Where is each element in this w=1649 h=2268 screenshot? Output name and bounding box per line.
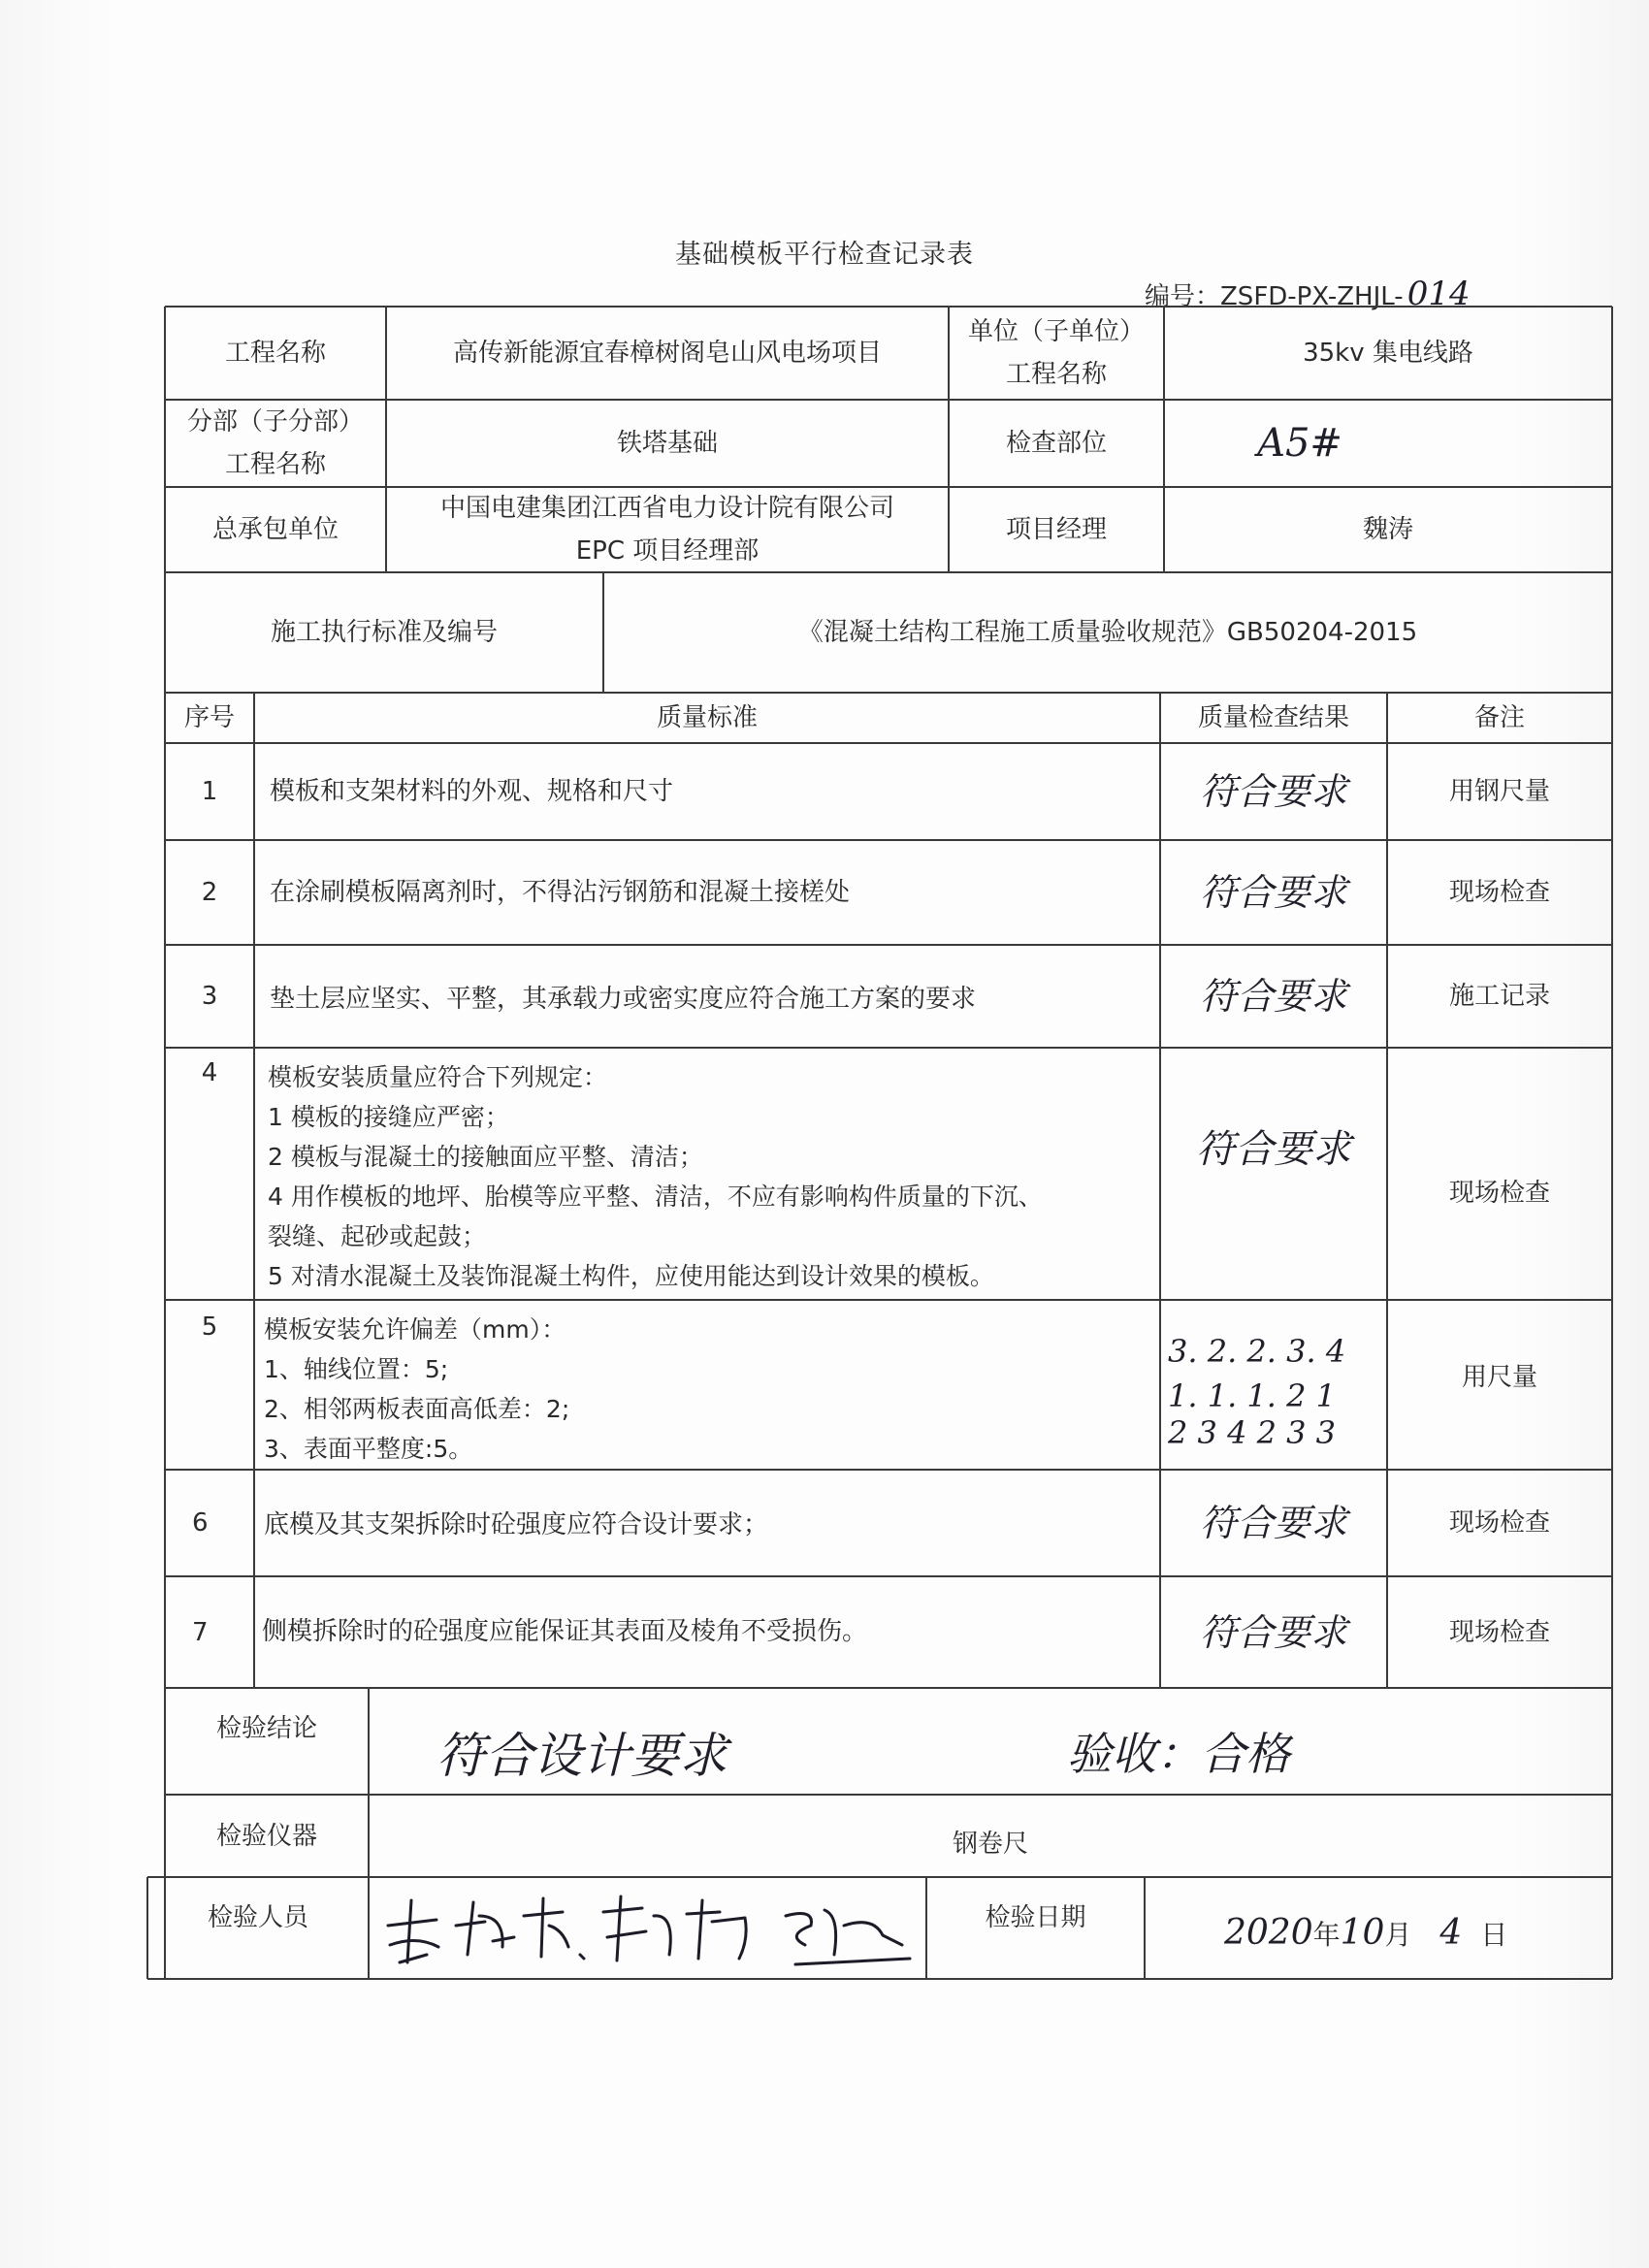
item-result: 符合要求 <box>1199 770 1347 813</box>
instrument-value: 钢卷尺 <box>952 1830 1028 1859</box>
item-line: 模板安装允许偏差（mm）： <box>264 1315 566 1344</box>
month-char: 月 <box>1384 1919 1412 1951</box>
day-char: 日 <box>1480 1919 1508 1951</box>
item-remark: 用钢尺量 <box>1448 777 1550 806</box>
date-month: 10 <box>1340 1913 1385 1953</box>
item-line: 2 模板与混凝土的接触面应平整、清洁； <box>268 1143 703 1171</box>
item-result: 符合要求 <box>1199 1610 1347 1654</box>
instrument-label: 检验仪器 <box>215 1821 317 1851</box>
sub-project-value: 铁塔基础 <box>616 429 718 458</box>
manager-value: 魏涛 <box>1362 515 1413 544</box>
conclusion-verdict: 验收：合格 <box>1067 1728 1290 1780</box>
item-standard: 底模及其支架拆除时砼强度应符合设计要求； <box>264 1510 769 1539</box>
item-line: 4 用作模板的地坪、胎模等应平整、清洁，不应有影响构件质量的下沉、 <box>268 1183 1043 1211</box>
item-remark: 现场检查 <box>1448 1617 1550 1647</box>
standard-value: 《混凝土结构工程施工质量验收规范》GB50204-2015 <box>797 618 1418 647</box>
unit-label-line2: 工程名称 <box>1005 360 1107 389</box>
date-label: 检验日期 <box>985 1903 1086 1932</box>
item-result: 符合要求 <box>1199 1502 1347 1544</box>
sub-label-line1: 分部（子分部） <box>186 407 364 437</box>
col-standard-header: 质量标准 <box>656 703 758 732</box>
item-no: 5 <box>201 1312 218 1342</box>
item-remark: 现场检查 <box>1448 878 1550 907</box>
date-day: 4 <box>1439 1913 1463 1953</box>
contractor-line1: 中国电建集团江西省电力设计院有限公司 <box>439 494 894 523</box>
unit-label <box>949 307 1164 400</box>
result-line: 3. 2. 2. 3. 4 <box>1168 1333 1346 1370</box>
result-line: 1. 1. 1. 2 1 <box>1168 1377 1336 1414</box>
col-no-header: 序号 <box>183 703 235 732</box>
item-remark: 用尺量 <box>1461 1363 1537 1392</box>
sub-label-line2: 工程名称 <box>224 450 326 479</box>
item-result <box>1168 1329 1346 1451</box>
check-location-label: 检查部位 <box>1005 429 1107 458</box>
item-standard: 模板和支架材料的外观、规格和尺寸 <box>270 777 674 806</box>
document-title: 基础模板平行检查记录表 <box>675 240 974 270</box>
item-result: 符合要求 <box>1196 1127 1351 1172</box>
item-line: 3、表面平整度:5。 <box>264 1435 473 1463</box>
col-remark-header: 备注 <box>1473 703 1525 732</box>
item-no: 4 <box>201 1058 218 1087</box>
code-label: 编号：ZSFD-PX-ZHJL- <box>1145 282 1404 311</box>
code-number: 014 <box>1406 275 1471 313</box>
unit-name-value: 35kv 集电线路 <box>1303 339 1473 368</box>
item-standard: 侧模拆除时的砼强度应能保证其表面及棱角不受损伤。 <box>262 1617 868 1646</box>
item-line: 模板安装质量应符合下列规定： <box>268 1063 608 1091</box>
item-no: 3 <box>201 982 218 1011</box>
item-no: 2 <box>201 878 218 907</box>
year-char: 年 <box>1312 1919 1341 1951</box>
contractor-value <box>386 487 949 572</box>
check-location-value: A5# <box>1257 421 1342 466</box>
sub-project-label <box>165 400 386 487</box>
result-line: 2 3 4 2 3 3 <box>1168 1414 1337 1451</box>
item-remark: 现场检查 <box>1448 1179 1550 1208</box>
unit-label-line1: 单位（子单位） <box>967 317 1145 346</box>
item-no: 6 <box>192 1508 209 1538</box>
project-name-value: 高传新能源宜春樟树阁皂山风电场项目 <box>452 339 882 368</box>
project-name-label: 工程名称 <box>224 339 326 368</box>
item-standard <box>264 1310 569 1469</box>
inspection-date <box>1224 1913 1507 1953</box>
inspector-signatures <box>378 1887 922 1974</box>
contractor-line2: EPC 项目经理部 <box>575 536 760 566</box>
item-result: 符合要求 <box>1199 975 1347 1018</box>
date-year: 2020 <box>1224 1913 1313 1953</box>
item-remark: 现场检查 <box>1448 1508 1550 1538</box>
item-remark: 施工记录 <box>1448 982 1550 1011</box>
item-line: 1 模板的接缝应严密； <box>268 1103 509 1131</box>
conclusion-text: 符合设计要求 <box>436 1728 728 1784</box>
conclusion-label: 检验结论 <box>215 1714 317 1743</box>
item-no: 7 <box>192 1617 209 1647</box>
item-line: 2、相邻两板表面高低差：2; <box>264 1395 570 1423</box>
item-line: 5 对清水混凝土及装饰混凝土构件，应使用能达到设计效果的模板。 <box>268 1262 994 1290</box>
inspector-label: 检验人员 <box>207 1903 308 1932</box>
contractor-label: 总承包单位 <box>211 515 339 544</box>
item-line: 裂缝、起砂或起鼓； <box>268 1222 487 1250</box>
item-standard: 垫土层应坚实、平整，其承载力或密实度应符合施工方案的要求 <box>270 985 977 1014</box>
item-standard <box>268 1057 1043 1296</box>
item-result: 符合要求 <box>1199 871 1347 914</box>
manager-label: 项目经理 <box>1005 515 1107 544</box>
col-result-header: 质量检查结果 <box>1197 703 1349 732</box>
item-no: 1 <box>201 777 218 806</box>
standard-label: 施工执行标准及编号 <box>270 618 498 647</box>
item-line: 1、轴线位置：5; <box>264 1355 449 1383</box>
item-standard: 在涂刷模板隔离剂时，不得沾污钢筋和混凝土接槎处 <box>270 878 851 907</box>
